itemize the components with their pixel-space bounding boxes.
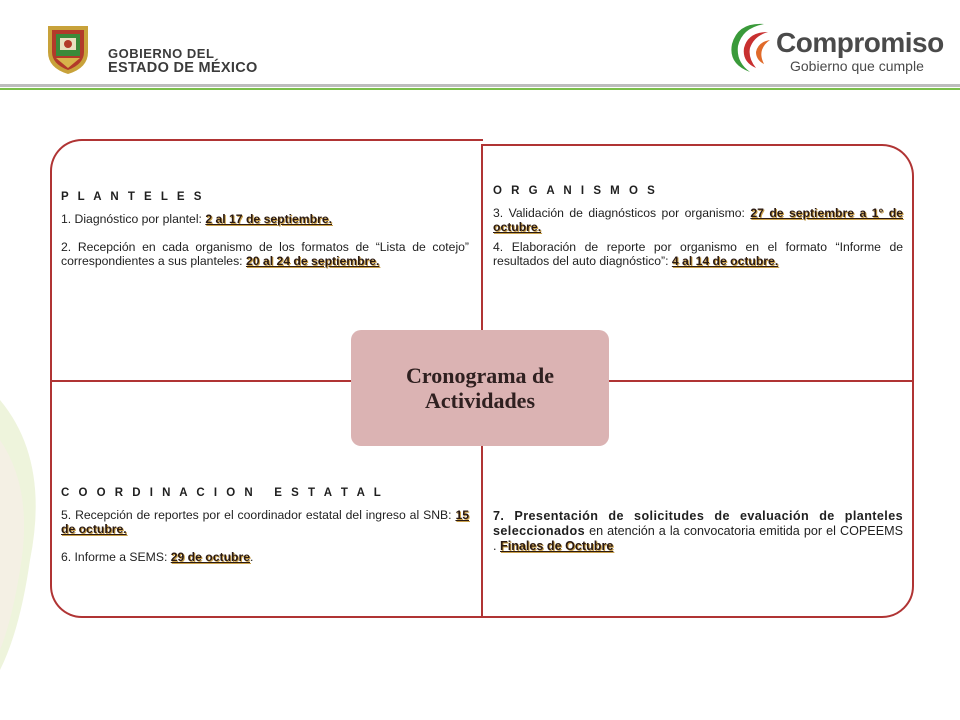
item-5-text: 5. Recepción de reportes por el coordinador estatal del ingreso al SNB: (61, 508, 456, 522)
item-2-date: 20 al 24 de septiembre. (245, 254, 380, 268)
item-7 (493, 509, 903, 554)
item-7-date: Finales de Octubre (500, 539, 614, 553)
item-5 (61, 508, 469, 536)
item-6-end: . (249, 550, 254, 564)
item-3 (493, 206, 903, 234)
item-1-date: 2 al 17 de septiembre. (205, 212, 332, 226)
item-4-date: 4 al 14 de octubre. (671, 254, 779, 268)
header (0, 0, 960, 92)
item-1-text: 1. Diagnóstico por plantel: (61, 212, 206, 226)
center-title: Cronograma de Actividades (405, 363, 555, 413)
organismos-content (493, 184, 903, 268)
item-6 (61, 550, 469, 564)
item-3-text: 3. Validación de diagnósticos por organismo: (493, 206, 751, 220)
planteles-content (61, 190, 469, 268)
planteles-title: P L A N T E L E S (61, 191, 205, 203)
gov-line2: ESTADO DE MÉXICO (108, 60, 258, 76)
item-4-text: 4. Elaboración de reporte por organismo en el formato “Informe de resultados del auto diagnóstico”: (493, 240, 903, 268)
item-3-date: 27 de septiembre a 1° de octubre. (493, 206, 903, 234)
item-7-text: en atención a la convocatoria emitida por el COPEEMS . (493, 524, 903, 553)
organismos-title: O R G A N I S M O S (493, 185, 658, 197)
item-5-date: 15 de octubre. (61, 508, 469, 536)
item-2-text: 2. Recepción en cada organismo de los formatos de “Lista de cotejo” correspondientes a sus planteles: (61, 240, 469, 268)
coordinacion-title: C O O R D I N A C I O N E S T A T A L (61, 487, 384, 499)
header-divider-green (0, 88, 960, 90)
item-1 (61, 212, 469, 226)
item-4 (493, 240, 903, 268)
center-title-box (351, 330, 609, 446)
gov-line1: GOBIERNO DEL (108, 46, 215, 61)
compromiso-swirl-icon (724, 18, 780, 76)
compromiso-tagline: Gobierno que cumple (790, 58, 924, 74)
item-6-date: 29 de octubre (170, 550, 250, 564)
item-7-bold: 7. Presentación de solicitudes de evaluación de planteles seleccionados (493, 509, 903, 538)
header-divider-gray (0, 84, 960, 87)
compromiso-brand (776, 28, 944, 74)
item-2 (61, 240, 469, 268)
compromiso-word: Compromiso (776, 27, 944, 58)
coordinacion-content (61, 486, 469, 564)
government-name (108, 46, 258, 76)
item-6-text: 6. Informe a SEMS: (61, 550, 171, 564)
state-coat-of-arms-icon (44, 22, 92, 76)
evaluacion-content (493, 509, 903, 554)
